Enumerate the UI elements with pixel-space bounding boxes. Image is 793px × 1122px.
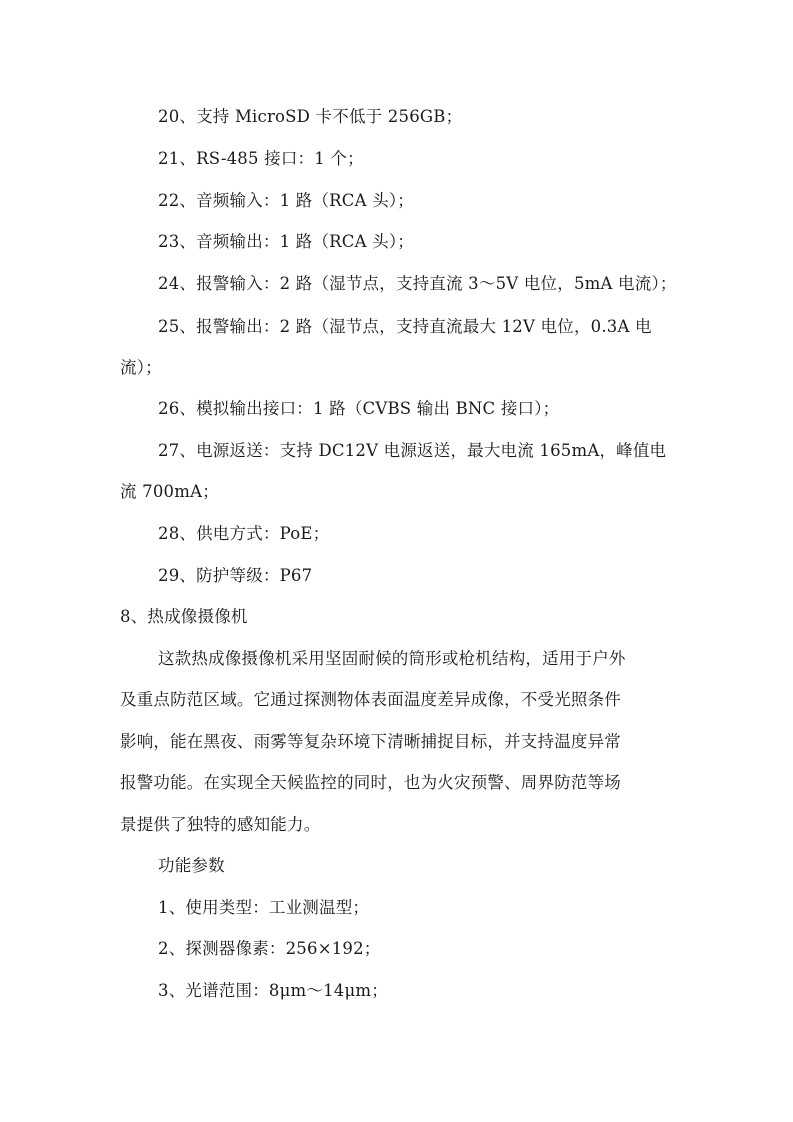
spec-item-28: 28、供电方式：PoE； — [158, 524, 330, 543]
paragraph-line-2: 及重点防范区域。它通过探测物体表面温度差异成像，不受光照条件 — [120, 690, 621, 709]
param-item-2: 2、探测器像素：256×192； — [158, 939, 381, 958]
spec-item-20: 20、支持 MicroSD 卡不低于 256GB； — [158, 107, 463, 126]
paragraph-line-5: 景提供了独特的感知能力。 — [120, 815, 321, 834]
spec-item-25-line2: 流）； — [120, 358, 162, 377]
param-item-3: 3、光谱范围：8μm～14μm； — [158, 981, 388, 1000]
param-item-1: 1、使用类型：工业测温型； — [158, 898, 370, 917]
spec-item-22: 22、音频输入：1 路（RCA 头）； — [158, 191, 414, 210]
paragraph-line-3: 影响，能在黑夜、雨雾等复杂环境下清晰捕捉目标，并支持温度异常 — [120, 732, 621, 751]
spec-item-23: 23、音频输出：1 路（RCA 头）； — [158, 232, 414, 251]
params-title: 功能参数 — [158, 856, 225, 875]
spec-item-27-line2: 流 700mA； — [120, 482, 219, 501]
spec-item-26: 26、模拟输出接口：1 路（CVBS 输出 BNC 接口）； — [158, 399, 560, 418]
paragraph-line-1: 这款热成像摄像机采用坚固耐候的筒形或枪机结构，适用于户外 — [158, 649, 626, 668]
section-heading: 8、热成像摄像机 — [120, 607, 248, 626]
spec-item-24: 24、报警输入：2 路（湿节点，支持直流 3～5V 电位，5mA 电流）； — [158, 274, 677, 293]
spec-item-29: 29、防护等级：P67 — [158, 566, 313, 585]
paragraph-line-4: 报警功能。在实现全天候监控的同时，也为火灾预警、周界防范等场 — [120, 773, 621, 792]
spec-item-21: 21、RS-485 接口：1 个； — [158, 149, 364, 168]
spec-item-25-line1: 25、报警输出：2 路（湿节点，支持直流最大 12V 电位，0.3A 电 — [158, 317, 652, 336]
spec-item-27-line1: 27、电源返送：支持 DC12V 电源返送，最大电流 165mA，峰值电 — [158, 441, 667, 460]
